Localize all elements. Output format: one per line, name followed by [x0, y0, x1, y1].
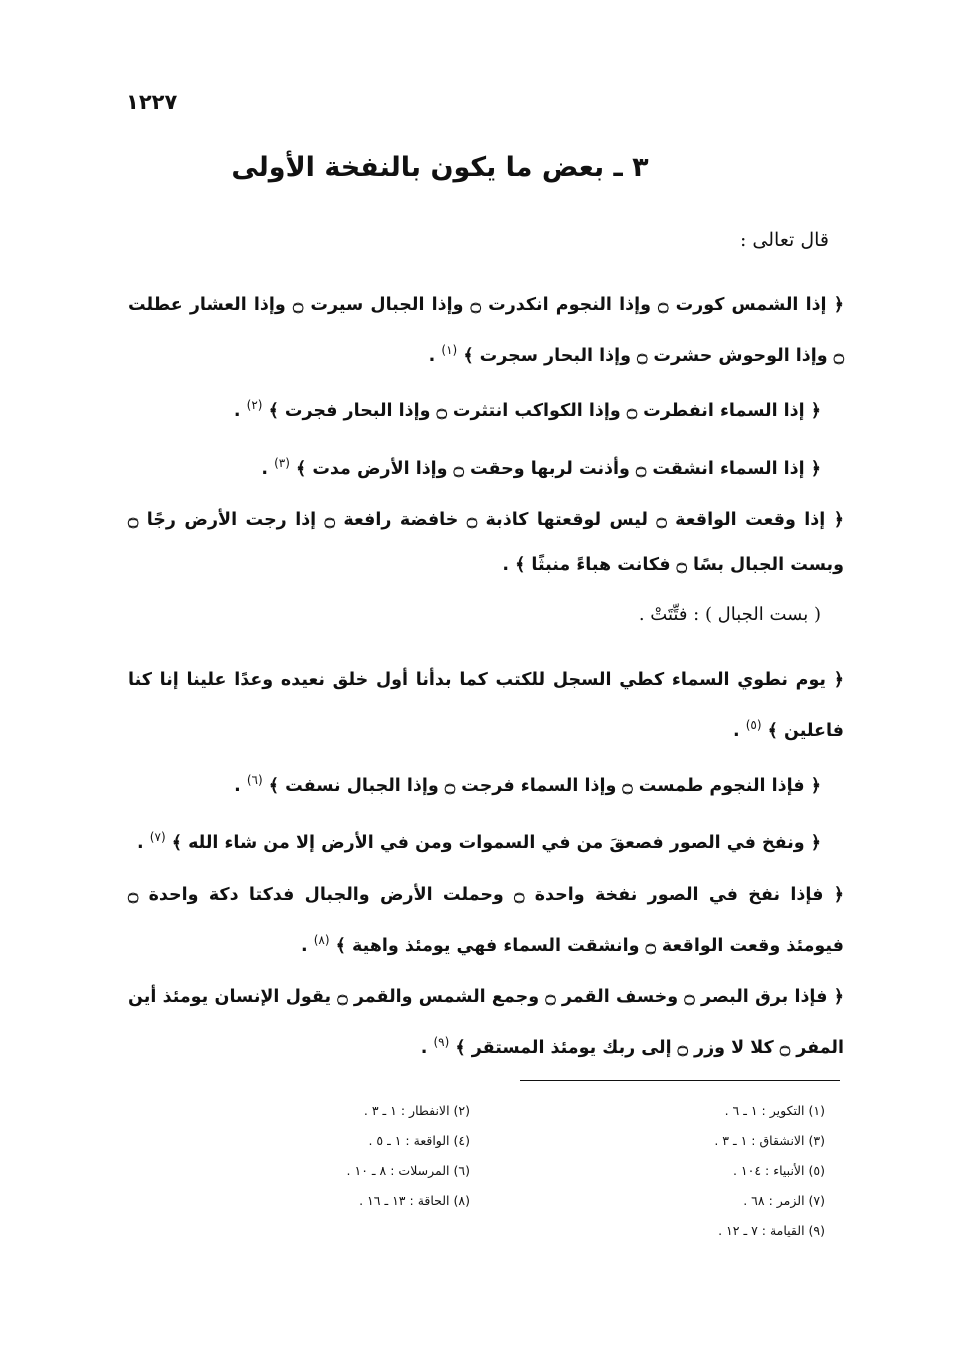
verse-text: ﴿ إذا السماء انفطرت ۝ وإذا الكواكب انتثرت ۝ وإذا البحار فجرت ﴾: [268, 400, 821, 421]
footnote-item: (٢) الانفطار : ١ ـ ٣ .: [363, 1103, 470, 1118]
verse-text: ﴿ إذا وقعت الواقعة ۝ ليس لوقعتها كاذبة ۝ خافضة رافعة ۝ إذا رجت الأرض رجًا ۝ وبست الجبال بسًا ۝ فكانت هباءً منبثًا ﴾: [128, 510, 844, 575]
footnotes-right-column: [655, 1096, 825, 1246]
footnote-item: (٨) الحاقة : ١٣ ـ ١٦ .: [359, 1193, 470, 1208]
footnote-ref: (٢): [246, 398, 263, 412]
verse-end: .: [261, 458, 275, 479]
verse-end: .: [732, 720, 746, 741]
verse-text: ﴿ ونفخ في الصور فصعقَ من في السموات ومن في الأرض إلا من شاء الله ﴾: [171, 832, 821, 853]
verse-paragraph: [128, 441, 821, 492]
footnote-item: (٧) الزمر : ٦٨ .: [743, 1193, 825, 1208]
verse-text: ﴿ فإذا النجوم طمست ۝ وإذا السماء فرجت ۝ وإذا الجبال نسفت ﴾: [268, 775, 821, 796]
verse-end: .: [502, 555, 509, 575]
verse-text: ﴿ إذا السماء انشقت ۝ وأذنت لربها وحقت ۝ وإذا الأرض مدت ﴾: [295, 458, 821, 479]
word-gloss: ( بست الجبال ) : فتِّتَتْ .: [638, 604, 821, 625]
footnote-item: (٣) الانشقاق : ١ ـ ٣ .: [714, 1133, 825, 1148]
verse-end: .: [234, 775, 247, 796]
footnote-item: (١) التكوير : ١ ـ ٦ .: [724, 1103, 825, 1118]
verse-end: .: [137, 832, 150, 853]
verse-paragraph: [128, 383, 821, 434]
verse-end: .: [420, 1037, 434, 1058]
verse-end: .: [233, 400, 247, 421]
intro-text: قال تعالى :: [739, 229, 829, 251]
verse-paragraph: [128, 283, 844, 379]
verse-paragraph: [128, 498, 844, 588]
verse-paragraph: [128, 975, 844, 1071]
footnote-ref: (٩): [433, 1035, 450, 1049]
verse-text: ﴿ فإذا برق البصر ۝ وخسف القمر ۝ وجمع الشمس والقمر ۝ يقول الإنسان يومئذ أين المفر ۝ كلا لا وزر ۝ إلى ربك يومئذ المستقر ﴾: [128, 987, 844, 1058]
footnote-ref: (٣): [274, 456, 290, 470]
footnote-divider: [520, 1080, 840, 1081]
footnote-item: (٥) الأنبياء : ١٠٤ .: [732, 1163, 825, 1178]
footnote-ref: (٧): [149, 830, 166, 844]
footnote-ref: (٨): [313, 933, 330, 947]
verse-text: ﴿ فإذا نفخ في الصور نفخة واحدة ۝ وحملت الأرض والجبال فدكتا دكة واحدة ۝ فيومئذ وقعت الواقعة ۝ وانشقت السماء فهي يومئذ واهية ﴾: [128, 885, 844, 956]
verse-paragraph: [128, 758, 821, 809]
footnote-ref: (١): [441, 343, 458, 357]
verse-text: ﴿ يوم نطوي السماء كطي السجل للكتب كما بدأنا أول خلق نعيده وعدًا علينا إنا كنا فاعلين ﴾: [128, 670, 844, 741]
verse-paragraph: [128, 815, 821, 866]
verse-paragraph: [128, 873, 844, 969]
section-heading: ٣ ـ بعض ما يكون بالنفخة الأولى: [231, 152, 649, 183]
footnote-item: (٤) الواقعة : ١ ـ ٥ .: [368, 1133, 470, 1148]
page-number: ١٢٢٧: [126, 90, 178, 114]
footnote-item: (٦) المرسلات : ٨ ـ ١٠ .: [346, 1163, 470, 1178]
verse-text: ﴿ إذا الشمس كورت ۝ وإذا النجوم انكدرت ۝ وإذا الجبال سيرت ۝ وإذا العشار عطلت ۝ وإذا الوحوش حشرت ۝ وإذا البحار سجرت ﴾: [128, 295, 844, 366]
footnote-ref: (٥): [745, 718, 762, 732]
footnotes-left-column: [300, 1096, 470, 1216]
footnote-item: (٩) القيامة : ٧ ـ ١٢ .: [718, 1223, 825, 1238]
verse-end: .: [428, 345, 442, 366]
verse-end: .: [300, 935, 314, 956]
footnote-ref: (٦): [246, 773, 263, 787]
verse-paragraph: [128, 658, 844, 754]
